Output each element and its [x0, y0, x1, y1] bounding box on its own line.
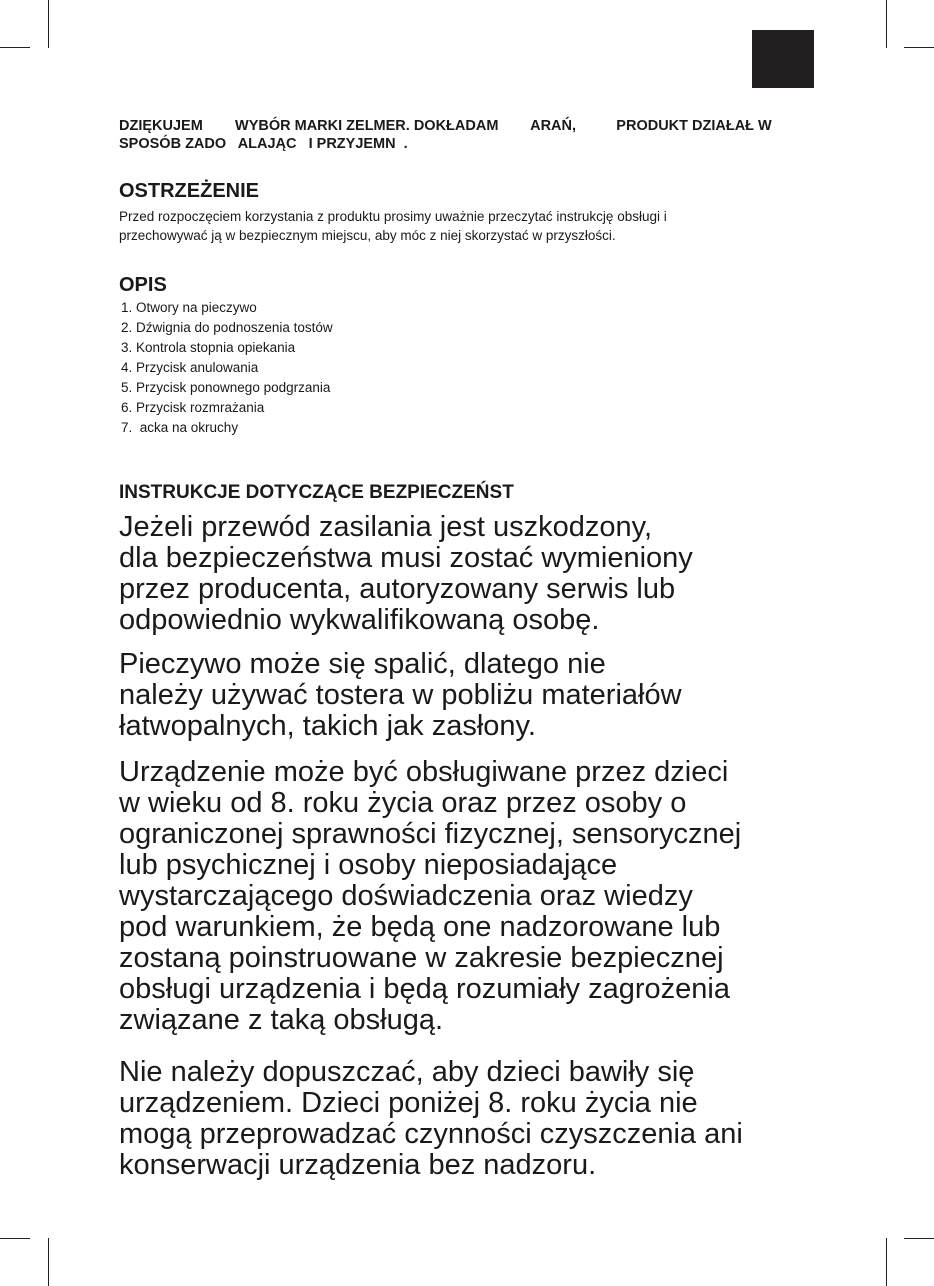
crop-mark: [48, 0, 49, 48]
crop-mark: [886, 1238, 887, 1286]
paragraph-line: dla bezpieczeństwa musi zostać wymieniony: [119, 542, 693, 574]
crop-mark: [48, 1238, 49, 1286]
paragraph-line: wystarczającego doświadczenia oraz wiedzy: [119, 880, 693, 912]
warning-text: [119, 207, 667, 245]
list-item: 4. Przycisk anulowania: [121, 360, 259, 375]
paragraph-line: urządzeniem. Dzieci poniżej 8. roku życia nie: [119, 1087, 698, 1119]
paragraph-line: łatwopalnych, takich jak zasłony.: [119, 710, 536, 742]
paragraph-line: zostaną poinstruowane w zakresie bezpiecznej: [119, 942, 724, 974]
crop-mark: [0, 1238, 30, 1239]
description-title: OPIS: [119, 274, 167, 296]
intro-text: [119, 117, 772, 153]
list-item: 2. Dźwignia do podnoszenia tostów: [121, 320, 333, 335]
warning-line: Przed rozpoczęciem korzystania z produktu prosimy uważnie przeczytać instrukcję obsługi i: [119, 209, 667, 224]
safety-title: INSTRUKCJE DOTYCZĄCE BEZPIECZEŃST: [119, 482, 514, 503]
crop-mark: [886, 0, 887, 48]
warning-title: OSTRZEŻENIE: [119, 180, 260, 202]
paragraph-line: konserwacji urządzenia bez nadzoru.: [119, 1149, 597, 1181]
paragraph-line: należy używać tostera w pobliżu materiałów: [119, 679, 682, 711]
paragraph-line: lub psychicznej i osoby nieposiadające: [119, 849, 618, 881]
list-item: 7. acka na okruchy: [121, 420, 239, 435]
paragraph-line: mogą przeprowadzać czynności czyszczenia ani: [119, 1118, 743, 1150]
paragraph-line: Pieczywo może się spalić, dlatego nie: [119, 648, 606, 680]
safety-paragraph: [119, 757, 741, 1036]
paragraph-line: Urządzenie może być obsługiwane przez dzieci: [119, 756, 729, 788]
paragraph-line: odpowiednio wykwalifikowaną osobę.: [119, 604, 600, 636]
paragraph-line: Nie należy dopuszczać, aby dzieci bawiły się: [119, 1056, 695, 1088]
section-tab: [752, 30, 814, 88]
paragraph-line: obsługi urządzenia i będą rozumiały zagrożenia: [119, 973, 730, 1005]
crop-mark: [904, 1238, 934, 1239]
paragraph-line: ograniczonej sprawności fizycznej, sensorycznej: [119, 818, 742, 850]
intro-line: SPOSÓB ZADO ALAJĄC I PRZYJEMN .: [119, 136, 408, 152]
safety-paragraph: [119, 1057, 743, 1181]
paragraph-line: przez producenta, autoryzowany serwis lub: [119, 573, 676, 605]
list-item: 1. Otwory na pieczywo: [121, 300, 257, 315]
safety-paragraph: [119, 512, 693, 636]
paragraph-line: Jeżeli przewód zasilania jest uszkodzony,: [119, 511, 653, 543]
paragraph-line: w wieku od 8. roku życia oraz przez osoby o: [119, 787, 687, 819]
crop-mark: [0, 47, 30, 48]
warning-line: przechowywać ją w bezpiecznym miejscu, aby móc z niej skorzystać w przyszłości.: [119, 228, 616, 243]
list-item: 6. Przycisk rozmrażania: [121, 400, 265, 415]
list-item: 5. Przycisk ponownego podgrzania: [121, 380, 331, 395]
crop-mark: [904, 47, 934, 48]
list-item: 3. Kontrola stopnia opiekania: [121, 340, 296, 355]
intro-line: DZIĘKUJEM WYBÓR MARKI ZELMER. DOKŁADAM ARAŃ, PRODUKT DZIAŁAŁ W: [119, 118, 772, 134]
paragraph-line: związane z taką obsługą.: [119, 1004, 444, 1036]
parts-list: [121, 298, 333, 438]
safety-paragraph: [119, 649, 682, 742]
paragraph-line: pod warunkiem, że będą one nadzorowane lub: [119, 911, 721, 943]
